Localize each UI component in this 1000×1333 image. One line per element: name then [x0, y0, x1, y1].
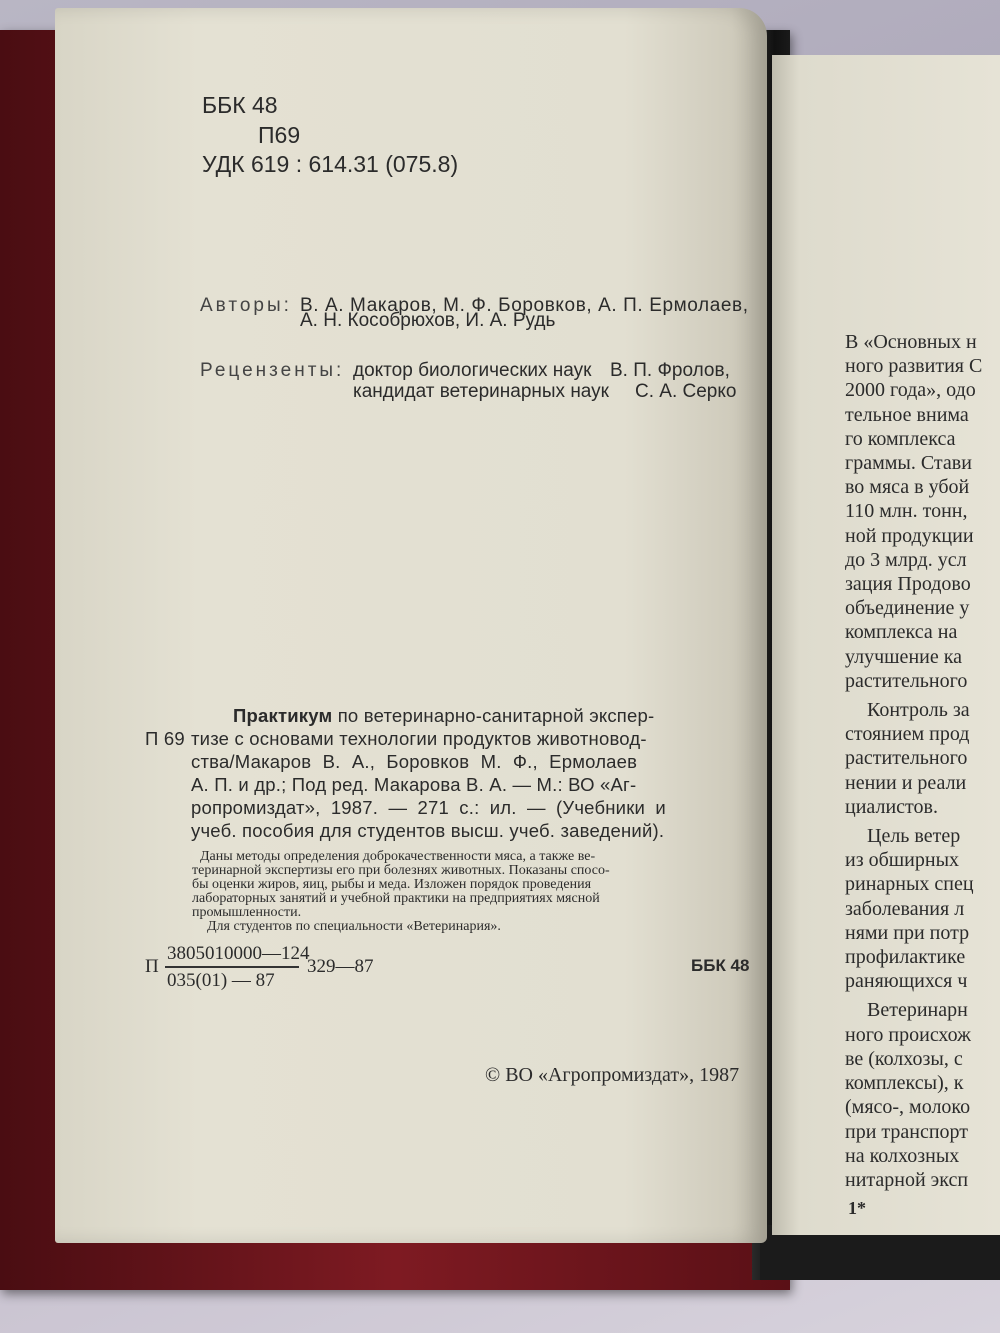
- right-page-line: Цель ветер: [867, 825, 961, 848]
- right-page-line: профилактике: [845, 946, 966, 969]
- summary-line-5: промышленности.: [192, 905, 302, 920]
- right-page-line: Контроль за: [867, 699, 970, 722]
- right-page-line: (мясо-, молоко: [845, 1096, 971, 1119]
- right-page-line: ного развития С: [845, 355, 983, 378]
- summary-line-1: Даны методы определения доброкачественности мяса, а также ве-: [200, 849, 596, 864]
- right-page-line: Ветеринарн: [867, 999, 968, 1022]
- catalog-numerator: 3805010000—124: [167, 943, 310, 964]
- right-page-line: ного происхож: [845, 1023, 971, 1046]
- right-page-line: растительного: [845, 747, 968, 770]
- right-page-text: [845, 330, 1000, 1200]
- annotation-title-word: Практикум: [233, 705, 333, 726]
- catalog-fraction-bar: [165, 966, 299, 968]
- summary-line-2: теринарной экспертизы его при болезнях животных. Показаны спосо-: [192, 863, 610, 878]
- reviewer-1-title: доктор биологических наук: [353, 360, 592, 381]
- right-page-line: нями при потр: [845, 921, 970, 944]
- right-page-line: 110 млн. тонн,: [845, 500, 968, 523]
- catalog-bbk: ББК 48: [691, 956, 750, 975]
- right-page-line: 2000 года», одо: [845, 379, 976, 402]
- right-page-line: стоянием прод: [845, 723, 970, 746]
- catalog-prefix: П: [145, 956, 159, 977]
- reviewer-1-name: В. П. Фролов,: [610, 360, 730, 381]
- right-page-line: на колхозных: [845, 1144, 960, 1167]
- right-page-line: тельное внима: [845, 403, 969, 426]
- signature-mark: 1*: [848, 1198, 866, 1218]
- right-page-line: комплекса на: [845, 621, 958, 644]
- right-page-line: циалистов.: [845, 795, 938, 818]
- right-page-line: го комплекса: [845, 427, 956, 450]
- reviewers-label: Рецензенты:: [200, 360, 345, 381]
- right-page-line: из обширных: [845, 849, 960, 872]
- annotation-line-1: [233, 705, 654, 727]
- reviewer-2-title: кандидат ветеринарных наук: [353, 381, 609, 402]
- summary-line-6: Для студентов по специальности «Ветеринария».: [207, 919, 501, 934]
- right-page-line: В «Основных н: [845, 331, 977, 353]
- copyright-notice: © ВО «Агропромиздат», 1987: [485, 1064, 740, 1086]
- annotation-line-5: ропромиздат», 1987. — 271 с.: ил. — (Учебники и: [191, 797, 666, 818]
- reviewer-2-name: С. А. Серко: [635, 381, 737, 402]
- authors-label: Авторы:: [200, 295, 292, 316]
- annotation-line-1-rest: по ветеринарно-санитарной экспер-: [337, 705, 655, 726]
- annotation-line-3: ства/Макаров В. А., Боровков М. Ф., Ермолаев: [191, 751, 638, 772]
- right-page-line: объединение у: [845, 597, 970, 620]
- right-page-line: улучшение ка: [845, 645, 963, 668]
- catalog-denominator: 035(01) — 87: [167, 970, 275, 991]
- summary-line-4: лабораторных занятий и учебной практики на предприятиях мясной: [192, 891, 600, 906]
- right-page-line: граммы. Стави: [845, 452, 972, 475]
- right-page-line: во мяса в убой: [845, 476, 970, 499]
- bbk-index: ББК 48: [202, 92, 278, 118]
- authors-line-1: В. А. Макаров, М. Ф. Боровков, А. П. Ермолаев,: [300, 295, 749, 316]
- right-page-line: заболевания л: [845, 897, 965, 920]
- right-page-line: зация Продово: [845, 573, 971, 596]
- right-page-line: раняющихся ч: [845, 970, 968, 993]
- right-page-line: нении и реали: [845, 771, 967, 794]
- right-page-line: комплексы), к: [845, 1072, 964, 1095]
- left-page: [55, 8, 767, 1243]
- right-page-line: ве (колхозы, с: [845, 1047, 963, 1070]
- catalog-number: 329—87: [307, 956, 374, 977]
- right-page-line: ной продукции: [845, 524, 974, 547]
- catalog-code: П69: [258, 122, 301, 148]
- right-page-line: ринарных спец: [845, 873, 974, 896]
- annotation-code: П 69: [145, 728, 185, 749]
- summary-line-3: бы оценки жиров, яиц, рыбы и меда. Изложен порядок проведения: [192, 877, 592, 892]
- right-page-line: при транспорт: [845, 1120, 969, 1143]
- udk-index: УДК 619 : 614.31 (075.8): [202, 151, 459, 177]
- authors-line-2: А. Н. Кособрюхов, И. А. Рудь: [300, 310, 556, 331]
- annotation-line-6: учеб. пособия для студентов высш. учеб. заведений).: [191, 820, 665, 841]
- annotation-line-2: тизе с основами технологии продуктов животновод-: [191, 728, 647, 749]
- right-page-line: растительного: [845, 669, 968, 692]
- right-page-line: до 3 млрд. усл: [845, 548, 967, 571]
- right-page-line: нитарной эксп: [845, 1168, 969, 1191]
- annotation-line-4: А. П. и др.; Под ред. Макарова В. А. — М.: ВО «Аг-: [191, 774, 637, 795]
